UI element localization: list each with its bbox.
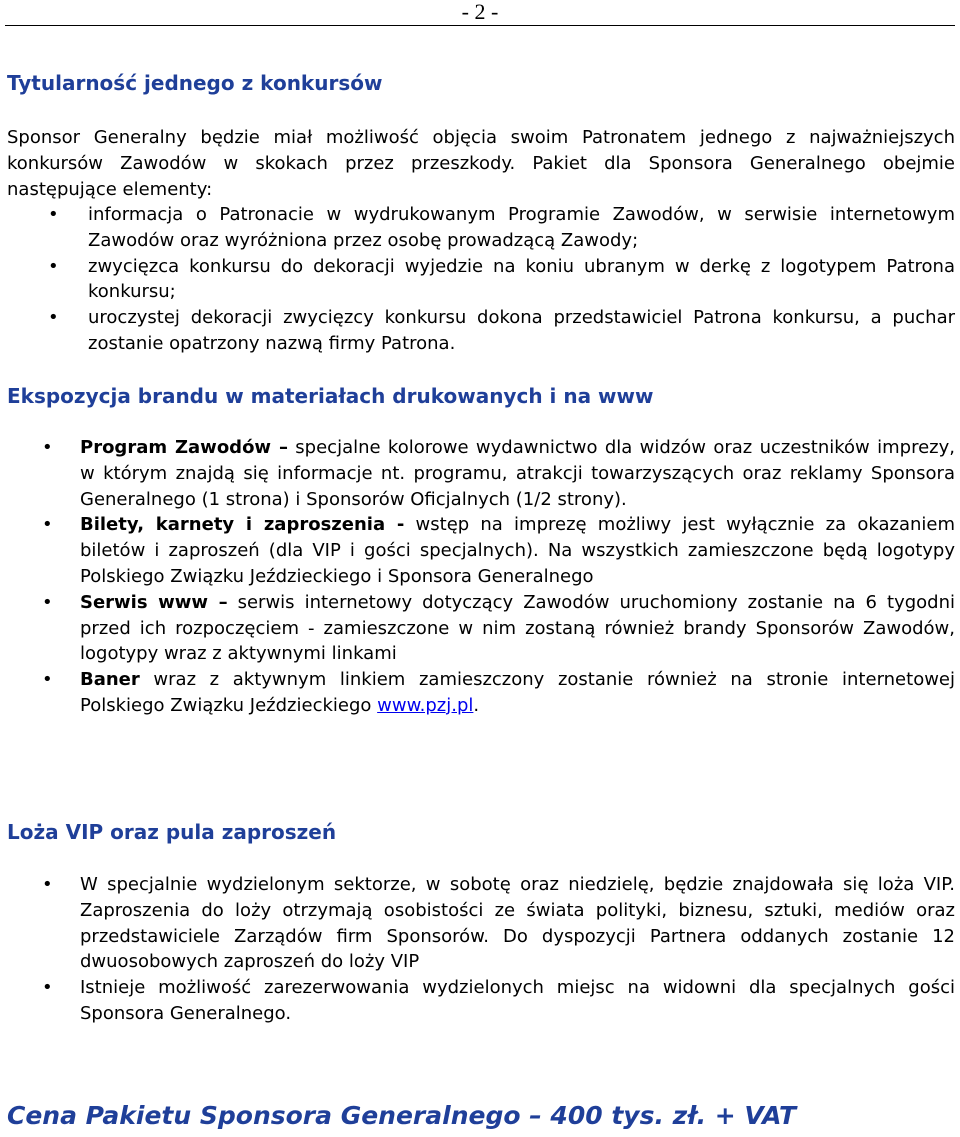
section-heading-vip-lounge: Loża VIP oraz pula zaproszeń: [7, 820, 337, 844]
page-number: - 2 -: [461, 0, 499, 24]
section-heading-brand-exposure: Ekspozycja brandu w materiałach drukowanych i na www: [7, 384, 654, 408]
list-item-text: serwis internetowy dotyczący Zawodów uruchomiony zostanie na 6 tygodni przed ich rozpoczęciem - zamieszczone w nim zostaną również brandy Sponsorów Zawodów, logotypy wraz z aktywnymi linkami: [80, 591, 955, 665]
bullet-icon: •: [48, 204, 59, 225]
bullet-icon: •: [42, 437, 53, 458]
list-item: [42, 975, 955, 1027]
vip-lounge-list: [42, 872, 955, 1027]
section-heading-title-sponsorship: Tytularność jednego z konkursów: [7, 71, 383, 95]
bullet-icon: •: [42, 977, 53, 999]
list-item: [42, 872, 955, 975]
list-item: [48, 254, 955, 306]
package-price: Cena Pakietu Sponsora Generalnego – 400 tys. zł. + VAT: [7, 1101, 797, 1130]
list-item-tail: .: [473, 694, 480, 716]
list-item-text: wstęp na imprezę możliwy jest wyłącznie za okazaniem biletów i zaproszeń (dla VIP i gości specjalnych). Na wszystkich zamieszczone będą logotypy Polskiego Związku Jeździeckiego i Sponsora Generalnego: [80, 514, 955, 587]
title-sponsorship-list: [48, 202, 955, 357]
list-item-lead: Baner: [80, 669, 140, 691]
list-item: [48, 202, 955, 254]
bullet-icon: •: [48, 307, 59, 329]
header-rule: [5, 25, 955, 26]
list-item-text: Istnieje możliwość zarezerwowania wydzielonych miejsc na widowni dla specjalnych gości Sponsora Generalnego.: [80, 977, 955, 1024]
list-item-text: uroczystej dekoracji zwycięzcy konkursu dokona przedstawiciel Patrona konkursu, a puchar zostanie opatrzony nazwą firmy Patrona.: [88, 307, 955, 354]
pzj-link[interactable]: www.pzj.pl: [377, 694, 474, 716]
list-item-lead: Program Zawodów –: [80, 437, 288, 458]
bullet-icon: •: [48, 255, 59, 277]
list-item-text: zwycięzca konkursu do dekoracji wyjedzie na koniu ubranym w derkę z logotypem Patrona konkursu;: [88, 255, 955, 303]
bullet-icon: •: [42, 669, 53, 691]
list-item-lead: Serwis www –: [80, 591, 228, 613]
brand-exposure-list: [42, 435, 955, 719]
list-item: [42, 435, 955, 512]
list-item: [42, 512, 955, 589]
list-item-text: informacja o Patronacie w wydrukowanym Programie Zawodów, w serwisie internetowym Zawodów oraz wyróżniona przez osobę prowadzącą Zawody;: [88, 204, 955, 251]
bullet-icon: •: [42, 874, 53, 895]
list-item-text: specjalne kolorowe wydawnictwo dla widzów oraz uczestników imprezy, w którym znajdą się informacje nt. programu, atrakcji towarzyszących oraz reklamy Sponsora Generalnego (1 strona) i Sponsorów Oficjalnych (1/2 strony).: [80, 437, 955, 510]
list-item: [42, 667, 955, 719]
list-item-lead: Bilety, karnety i zaproszenia -: [80, 514, 405, 536]
bullet-icon: •: [42, 514, 53, 536]
list-item-text: W specjalnie wydzielonym sektorze, w sobotę oraz niedzielę, będzie znajdowała się loża VIP. Zaproszenia do loży otrzymają osobistości ze świata polityki, biznesu, sztuki, mediów oraz przedstawiciele Zarządów firm Sponsorów. Do dyspozycji Partnera oddanych zostanie 12 dwuosobowych zaproszeń do loży VIP: [80, 874, 955, 973]
bullet-icon: •: [42, 591, 53, 613]
list-item: [48, 305, 955, 357]
list-item-text: wraz z aktywnym linkiem zamieszczony zostanie również na stronie internetowej Polskiego Związku Jeździeckiego: [80, 669, 955, 716]
list-item: [42, 590, 955, 667]
intro-paragraph: Sponsor Generalny będzie miał możliwość objęcia swoim Patronatem jednego z najważniejszych konkursów Zawodów w skokach przez przeszkody. Pakiet dla Sponsora Generalnego obejmie następujące elementy:: [7, 127, 955, 200]
